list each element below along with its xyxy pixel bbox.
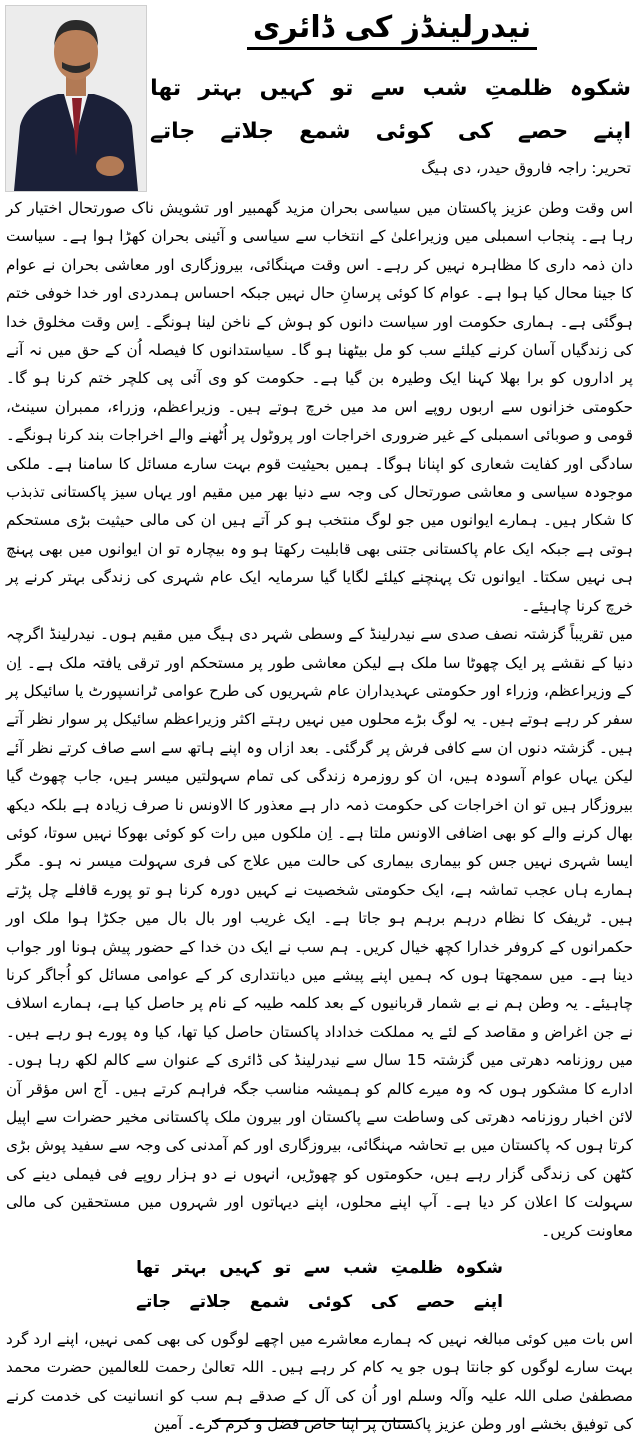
verse-word: کوئی (307, 1292, 353, 1313)
verse-word: شمع (249, 1292, 290, 1313)
author-photo (5, 5, 147, 192)
verse-word: کہیں (259, 76, 315, 101)
verse-word: سے (303, 1258, 331, 1279)
author-byline: تحریر: راجہ فاروق حیدر، دی ہیگ (421, 159, 631, 177)
verse-word: شکوہ (455, 1258, 503, 1279)
verse-line-1 (150, 72, 631, 106)
column-title (150, 8, 634, 48)
verse-word: سے (370, 76, 406, 101)
verse-word: تو (274, 1258, 292, 1279)
verse-word: بہتر (198, 76, 243, 101)
verse-word: ظلمتِ (390, 1258, 444, 1279)
verse-word: اپنے (593, 119, 631, 144)
verse-word: بہتر (172, 1258, 207, 1279)
verse-word: کی (370, 1292, 398, 1313)
verse-word: جلاتے (220, 119, 275, 144)
verse-word: شمع (299, 119, 351, 144)
article-paragraph-3: اس بات میں کوئی مبالغہ نہیں کہ ہمارے معاشرے میں اچھے لوگوں کی بھی کمی نہیں، اپنے ارد گرد بہت سارے لوگوں کو جانتا ہوں جو یہ کام کر رہے ہیں۔ اللہ تعالیٰ رحمت للعالمین حضرت محمد مصطفیٰ صلی اللہ علیہ وآلہ وسلم اور اُن کی آل کے صدقے ہم سب کو انسانیت کی خدمت کرنے کی توفیق بخشے اور وطن عزیز پاکستان پر اپنا خاص فضل و کرم کرے۔ آمین (6, 1330, 633, 1434)
verse-line-2 (150, 115, 631, 149)
verse-word: حصے (517, 119, 569, 144)
verse-word: کہیں (219, 1258, 262, 1279)
article-body (6, 194, 633, 1439)
verse-word: شب (343, 1258, 378, 1279)
verse-word: تھا (150, 76, 182, 101)
verse-word: حصے (416, 1292, 456, 1313)
verse-word: تو (331, 76, 354, 101)
end-divider (212, 1420, 412, 1422)
article-paragraph-1: اس وقت وطن عزیز پاکستان میں سیاسی بحران مزید گھمبیر اور تشویش ناک صورتحال اختیار کر رہا ہے۔ پنجاب اسمبلی میں وزیراعلیٰ کے انتخاب سے سیاسی و آئینی بحران کھڑا ہوا ہے۔ سیاست دان ذمہ داری کا مظاہرہ نہیں کر رہے۔ اس وقت مہنگائی، بیروزگاری اور معاشی بحران نے عوام کا جینا محال کیا ہوا ہے۔ عوام کا کوئی پرسانِ حال نہیں جبکہ احساس ہمدردی اور خدا خوفی ختم ہوگئی ہے۔ ہماری حکومت اور سیاست دانوں کو ہوش کے ناخن لینا ہونگے۔ اِس وقت مخلوق خدا کی زندگیاں آسان کرنے کیلئے سب کو مل بیٹھنا ہو گا۔ سیاستدانوں کا فیصلہ اُن کے حق میں نہ آنے پر اداروں کو برا بھلا کہنا ایک وطیرہ بن گیا ہے۔ حکومت کو وی آئی پی کلچر ختم کرنا ہو گا۔ حکومتی خزانوں سے اربوں روپے اس مد میں خرچ ہوتے ہیں۔ وزیراعظم، وزراء، ممبران سینٹ، قومی و صوبائی اسمبلی کے غیر ضروری اخراجات اور پروٹول پر اُٹھنے والے اخراجات بند کرنا ہونگے۔ سادگی اور کفایت شعاری کو اپنانا ہوگا۔ ہمیں بحیثیت قوم بہت سارے مسائل کا سامنا ہے۔ ملکی موجودہ سیاسی و معاشی صورتحال کی وجہ سے دنیا بھر میں مقیم اور یہاں سیز پاکستانی تذبذب کا شکار ہیں۔ ہمارے ایوانوں میں جو لوگ منتخب ہو کر آتے ہیں ان کی مالی حیثیت بڑی مستحکم ہوتی ہے جبکہ ایک عام پاکستانی جتنی بھی قابلیت رکھتا ہو وہ بیچارہ تو ان ایوانوں میں بھی پہنچ ہی نہیں سکتا۔ ایوانوں تک پہنچنے کیلئے لگایا گیا سرمایہ ایک عام شہری کی زندگی بہتر کرنے پر خرچ کرنا چاہیئے۔ (6, 199, 633, 615)
verse-word: تھا (136, 1258, 161, 1279)
verse-word: جاتے (136, 1292, 172, 1313)
verse-word: شکوہ (569, 76, 631, 101)
verse-word: اپنے (473, 1292, 503, 1313)
verse-word: کی (457, 119, 493, 144)
article-paragraph-2: میں تقریباً گزشتہ نصف صدی سے نیدرلینڈ کے وسطی شہر دی ہیگ میں مقیم ہوں۔ نیدرلینڈ اگرچہ دنیا کے نقشے پر ایک چھوٹا سا ملک ہے لیکن معاشی طور پر مستحکم اور ترقی یافتہ ملک ہے۔ اِن کے وزیراعظم، وزراء اور حکومتی عہدیداران عام شہریوں کی طرح عوامی ٹرانسپورٹ یا سائیکل پر سفر کر رہے ہوتے ہیں۔ یہ لوگ بڑے محلوں میں نہیں رہتے اکثر وزیراعظم سائیکل پر سوار نظر آتے ہیں۔ گزشتہ دنوں ان سے کافی فرش پر گرگئی۔ بعد ازاں وہ اپنے ہاتھ سے اسے صاف کرتے نظر آئے لیکن یہاں عوام آسودہ ہیں، ان کو روزمرہ زندگی کی تمام سہولتیں میسر ہیں، جاب چھوٹ گیا بیروزگار ہیں تو ان اخراجات کی حکومت ذمہ دار ہے معذور کا الاونس نا صرف زیادہ ہے بلکہ دیکھ بھال کرنے والے کو بھی اضافی الاونس ملتا ہے۔ اِن ملکوں میں رات کو کوئی بھوکا نہیں سوتا، کوئی ایسا شہری نہیں جس کو بیماری بیماری کی حالت میں علاج کی فری سہولت میسر نہ ہو۔ مگر ہمارے ہاں عجب تماشہ ہے، ایک حکومتی شخصیت نے کہیں دورہ کرنا ہو تو پورے قافلے چل پڑتے ہیں۔ ٹریفک کا نظام درہم برہم ہو جاتا ہے۔ ایک غریب اور بال بال میں جکڑا ہوا ملک اور حکمرانوں کے کروفر خدارا کچھ خیال کریں۔ ہم سب نے ایک دن خدا کے حضور پیش ہونا اور جواب دینا ہے۔ میں سمجھتا ہوں کہ ہمیں اپنے پیشے میں دیانتداری کر کے عوامی مسائل کو اُجاگر کرنا چاہیئے۔ یہ وطن ہم نے بے شمار قربانیوں کے بعد کلمہ طیبہ کے نام پر حاصل کیا ہے، ہمارے اسلاف نے جن اغراض و مقاصد کے لئے یہ مملکت خداداد پاکستان حاصل کیا تھا، کیا وہ پورے ہو رہے ہیں۔ میں روزنامہ دھرتی میں گزشتہ 15 سال سے نیدرلینڈ کی ڈائری کے عنوان سے کالم لکھ رہا ہوں۔ ادارے کا مشکور ہوں کہ وہ میرے کالم کو ہمیشہ مناسب جگہ فراہم کرتے ہیں۔ آج اس مؤقر آن لائن اخبار روزنامہ دھرتی کی وساطت سے پاکستان اور بیرون ملک پاکستانی مخیر حضرات سے اپیل کرتا ہوں کہ پاکستان میں بے تحاشہ مہنگائی، بیروزگاری اور کم آمدنی کی وجہ سے سفید پوش بڑی کٹھن کی زندگی گزار رہے ہیں، حکومتوں کو چھوڑیں، انہوں نے دو ہزار روپے فی فیملی دینے کی سہولت کا اعلان کر دیا ہے۔ آپ اپنے محلوں، اپنے دیہاتوں اور شہروں میں مستحقین کی مالی معاونت کریں۔ (6, 625, 634, 1240)
closing-verse-line-2 (6, 1285, 633, 1319)
closing-verse-line-1 (6, 1251, 633, 1285)
verse-word: جلاتے (189, 1292, 232, 1313)
verse-word: شب (422, 76, 468, 101)
verse-word: کوئی (375, 119, 433, 144)
verse-word: جاتے (150, 119, 196, 144)
column-title-text: نیدرلینڈز کی ڈائری (247, 10, 537, 50)
verse-word: ظلمتِ (484, 76, 553, 101)
